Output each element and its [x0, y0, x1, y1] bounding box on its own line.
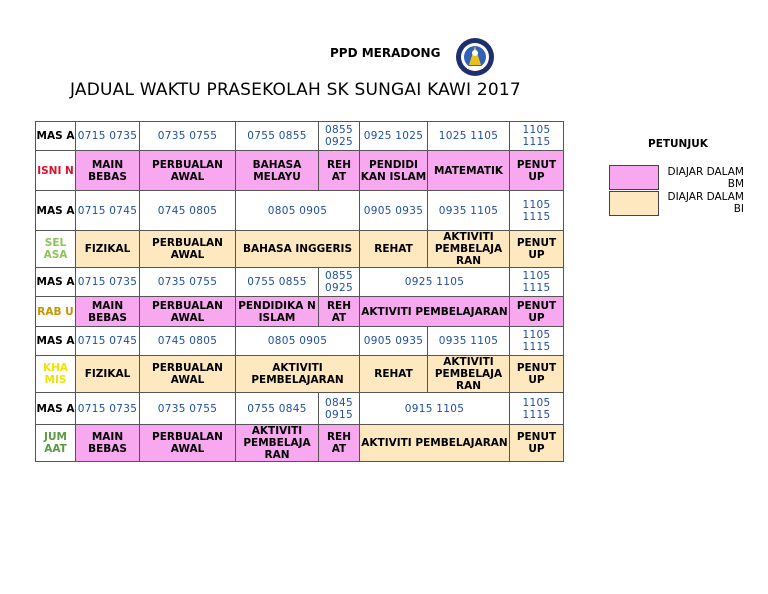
day-label-khamis: KHA MIS [36, 356, 76, 393]
day-row-isnin [36, 151, 564, 191]
subject-cell: REHAT [360, 356, 428, 393]
time-cell: 0845 0915 [319, 393, 360, 425]
ppd-logo-icon [455, 37, 495, 77]
time-cell: 0935 1105 [428, 191, 510, 231]
time-cell: 0715 0735 [76, 393, 140, 425]
time-cell: 0745 0805 [140, 191, 236, 231]
masa-label: MAS A [36, 327, 76, 356]
legend-label-bi: DIAJAR DALAM BI [667, 191, 744, 215]
day-label-rabu: RAB U [36, 297, 76, 327]
time-cell: 1025 1105 [428, 122, 510, 151]
masa-row-selasa [36, 191, 564, 231]
time-cell: 0755 0855 [236, 122, 319, 151]
subject-cell: FIZIKAL [76, 231, 140, 268]
subject-cell: AKTIVITI PEMBELAJA RAN [428, 356, 510, 393]
time-cell: 0805 0905 [236, 191, 360, 231]
time-cell: 0715 0735 [76, 268, 140, 297]
time-cell: 0735 0755 [140, 122, 236, 151]
masa-label: MAS A [36, 191, 76, 231]
day-row-rabu [36, 297, 564, 327]
time-cell: 1105 1115 [510, 393, 564, 425]
subject-cell: MAIN BEBAS [76, 151, 140, 191]
legend-title: PETUNJUK [648, 138, 708, 150]
masa-label: MAS A [36, 393, 76, 425]
masa-row-rabu [36, 268, 564, 297]
subject-cell: REHAT [360, 231, 428, 268]
time-cell: 0805 0905 [236, 327, 360, 356]
day-row-selasa [36, 231, 564, 268]
subject-cell: AKTIVITI PEMBELAJA RAN [236, 425, 319, 462]
time-cell: 1105 1115 [510, 191, 564, 231]
time-cell: 0905 0935 [360, 191, 428, 231]
subject-cell: MATEMATIK [428, 151, 510, 191]
subject-cell: PENDIDI KAN ISLAM [360, 151, 428, 191]
page-title: JADUAL WAKTU PRASEKOLAH SK SUNGAI KAWI 2017 [70, 80, 521, 100]
subject-cell: AKTIVITI PEMBELAJA RAN [428, 231, 510, 268]
subject-cell: REH AT [319, 297, 360, 327]
masa-row-khamis [36, 327, 564, 356]
subject-cell: PENUT UP [510, 425, 564, 462]
subject-cell: PENUT UP [510, 151, 564, 191]
time-cell: 0905 0935 [360, 327, 428, 356]
time-cell: 0735 0755 [140, 393, 236, 425]
subject-cell: AKTIVITI PEMBELAJARAN [360, 425, 510, 462]
time-cell: 0755 0845 [236, 393, 319, 425]
time-cell: 0715 0745 [76, 327, 140, 356]
subject-cell: PENUT UP [510, 297, 564, 327]
legend-label-bm: DIAJAR DALAM BM [667, 166, 744, 190]
org-name: PPD MERADONG [330, 46, 441, 60]
subject-cell: PERBUALAN AWAL [140, 231, 236, 268]
legend-swatch-bi [609, 191, 659, 216]
time-cell: 1105 1115 [510, 327, 564, 356]
time-cell: 0755 0855 [236, 268, 319, 297]
subject-cell: PENUT UP [510, 356, 564, 393]
subject-cell: FIZIKAL [76, 356, 140, 393]
subject-cell: AKTIVITI PEMBELAJARAN [236, 356, 360, 393]
time-cell: 0735 0755 [140, 268, 236, 297]
time-cell: 0925 1105 [360, 268, 510, 297]
time-cell: 0745 0805 [140, 327, 236, 356]
day-row-khamis [36, 356, 564, 393]
subject-cell: BAHASA MELAYU [236, 151, 319, 191]
time-cell: 0855 0925 [319, 268, 360, 297]
subject-cell: PERBUALAN AWAL [140, 297, 236, 327]
subject-cell: REH AT [319, 425, 360, 462]
subject-cell: AKTIVITI PEMBELAJARAN [360, 297, 510, 327]
masa-label: MAS A [36, 122, 76, 151]
timetable [35, 121, 564, 462]
subject-cell: PENDIDIKA N ISLAM [236, 297, 319, 327]
day-row-jumaat [36, 425, 564, 462]
time-cell: 0935 1105 [428, 327, 510, 356]
masa-label: MAS A [36, 268, 76, 297]
subject-cell: MAIN BEBAS [76, 425, 140, 462]
time-cell: 0855 0925 [319, 122, 360, 151]
subject-cell: REH AT [319, 151, 360, 191]
time-cell: 0915 1105 [360, 393, 510, 425]
masa-row-jumaat [36, 393, 564, 425]
masa-row-isnin [36, 122, 564, 151]
day-label-jumaat: JUM AAT [36, 425, 76, 462]
time-cell: 1105 1115 [510, 122, 564, 151]
time-cell: 0715 0735 [76, 122, 140, 151]
day-label-isnin: ISNI N [36, 151, 76, 191]
subject-cell: MAIN BEBAS [76, 297, 140, 327]
time-cell: 0715 0745 [76, 191, 140, 231]
time-cell: 1105 1115 [510, 268, 564, 297]
legend-swatch-bm [609, 165, 659, 190]
time-cell: 0925 1025 [360, 122, 428, 151]
subject-cell: PENUT UP [510, 231, 564, 268]
subject-cell: BAHASA INGGERIS [236, 231, 360, 268]
day-label-selasa: SEL ASA [36, 231, 76, 268]
subject-cell: PERBUALAN AWAL [140, 151, 236, 191]
subject-cell: PERBUALAN AWAL [140, 425, 236, 462]
subject-cell: PERBUALAN AWAL [140, 356, 236, 393]
